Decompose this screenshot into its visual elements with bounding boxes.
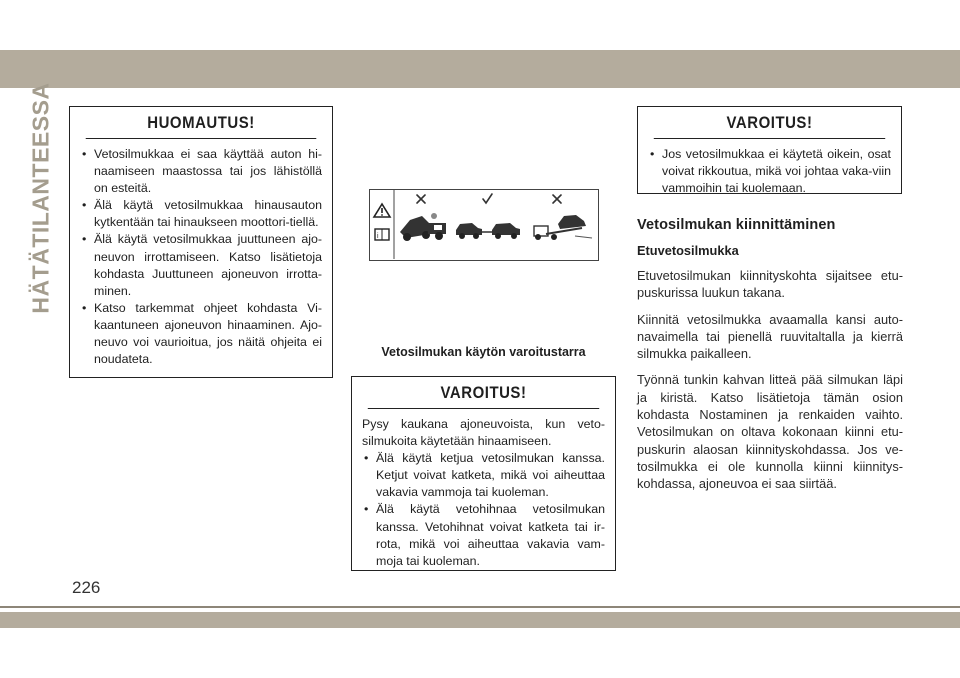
note-title: HUOMAUTUS! <box>86 107 317 139</box>
warning-box-left <box>351 376 616 571</box>
section-tab-label: HÄTÄTILANTEESSA <box>27 82 54 314</box>
header-band <box>0 50 960 88</box>
warning-intro: Pysy kaukana ajoneuvoista, kun veto-silmukoita käytetään hinaamiseen. <box>362 417 605 449</box>
footer-rule <box>0 606 960 608</box>
list-item: • Älä käytä vetohihnaa vetosilmukan kanssa. Vetohihnat voivat katketa tai ir-rota, mikä voi aiheuttaa vakavia vam-moja tai kuoleman. <box>362 501 605 569</box>
list-item: • Jos vetosilmukkaa ei käytetä oikein, osat voivat rikkoutua, mikä voi johtaa vaka-viin vammoihin tai kuolemaan. <box>648 146 891 197</box>
flatbed-truck-icon <box>534 215 592 240</box>
section-body <box>637 210 903 502</box>
section-subheading: Etuvetosilmukka <box>637 243 739 258</box>
warning-list <box>648 146 891 197</box>
footer-band <box>0 612 960 628</box>
list-item: • Älä käytä ketjua vetosilmukan kanssa. Ketjut voivat katketa, mikä voi aiheuttaa vakavia vammoja tai kuoleman. <box>362 450 605 501</box>
warning-title: VAROITUS! <box>654 107 885 139</box>
figure-caption: Vetosilmukan käytön varoitustarra <box>381 345 586 359</box>
list-item: • Älä käytä vetosilmukkaa hinausauton kytkentään tai hinaukseen moottori-tiellä. <box>80 197 322 231</box>
paragraph: Etuvetosilmukan kiinnityskohta sijaitsee etu-puskurissa luukun takana. <box>637 268 903 301</box>
svg-text:i: i <box>377 233 379 240</box>
manual-book-icon <box>375 229 389 240</box>
tow-hook-warning-sticker <box>369 189 599 261</box>
note-list <box>80 146 322 368</box>
warning-title: VAROITUS! <box>368 377 599 409</box>
note-box <box>69 106 333 378</box>
section-side-tab <box>27 82 54 314</box>
paragraph: Työnnä tunkin kahvan litteä pää silmukan läpi ja kiristä. Katso lisätietoja tämän osion kohdasta Nostaminen ja renkaiden vaihto. Vetosilmukan on oltava kokonaan kiinni etu-puskurin alaosan kiinnityskohdassa. Jos ve-tosilmukka ei ole kunnolla kiinni kiinnitys-kohdassa, ajoneuvoa ei saa siirtää. <box>637 372 903 492</box>
list-item: • Älä käytä vetosilmukkaa juuttuneen ajo-neuvon irrottamiseen. Katso lisätietoja kohdasta Juuttuneen ajoneuvon irrotta-minen. <box>80 231 322 299</box>
paragraph: Kiinnitä vetosilmukka avaamalla kansi auto-navaimella tai pienellä ruuvitaltalla ja kierrä silmukka paikalleen. <box>637 311 903 362</box>
warning-triangle-icon <box>374 204 390 217</box>
list-item: • Vetosilmukkaa ei saa käyttää auton hi-naamiseen maastossa tai jos lähistöllä on esteitä. <box>80 146 322 197</box>
page-number: 226 <box>72 578 101 597</box>
mark-check <box>483 194 492 203</box>
warning-box-right <box>637 106 902 194</box>
tow-truck-icon <box>400 213 446 241</box>
warning-list <box>362 450 605 570</box>
list-item: • Katso tarkemmat ohjeet kohdasta Vi-kaantuneen ajoneuvon hinaaminen. Ajo-neuvo voi vaurioitua, jos näitä ohjeita ei noudateta. <box>80 300 322 368</box>
sticker-illustration <box>370 190 597 259</box>
section-heading: Vetosilmukan kiinnittäminen <box>637 217 836 233</box>
car-towing-car-icon <box>456 223 520 239</box>
